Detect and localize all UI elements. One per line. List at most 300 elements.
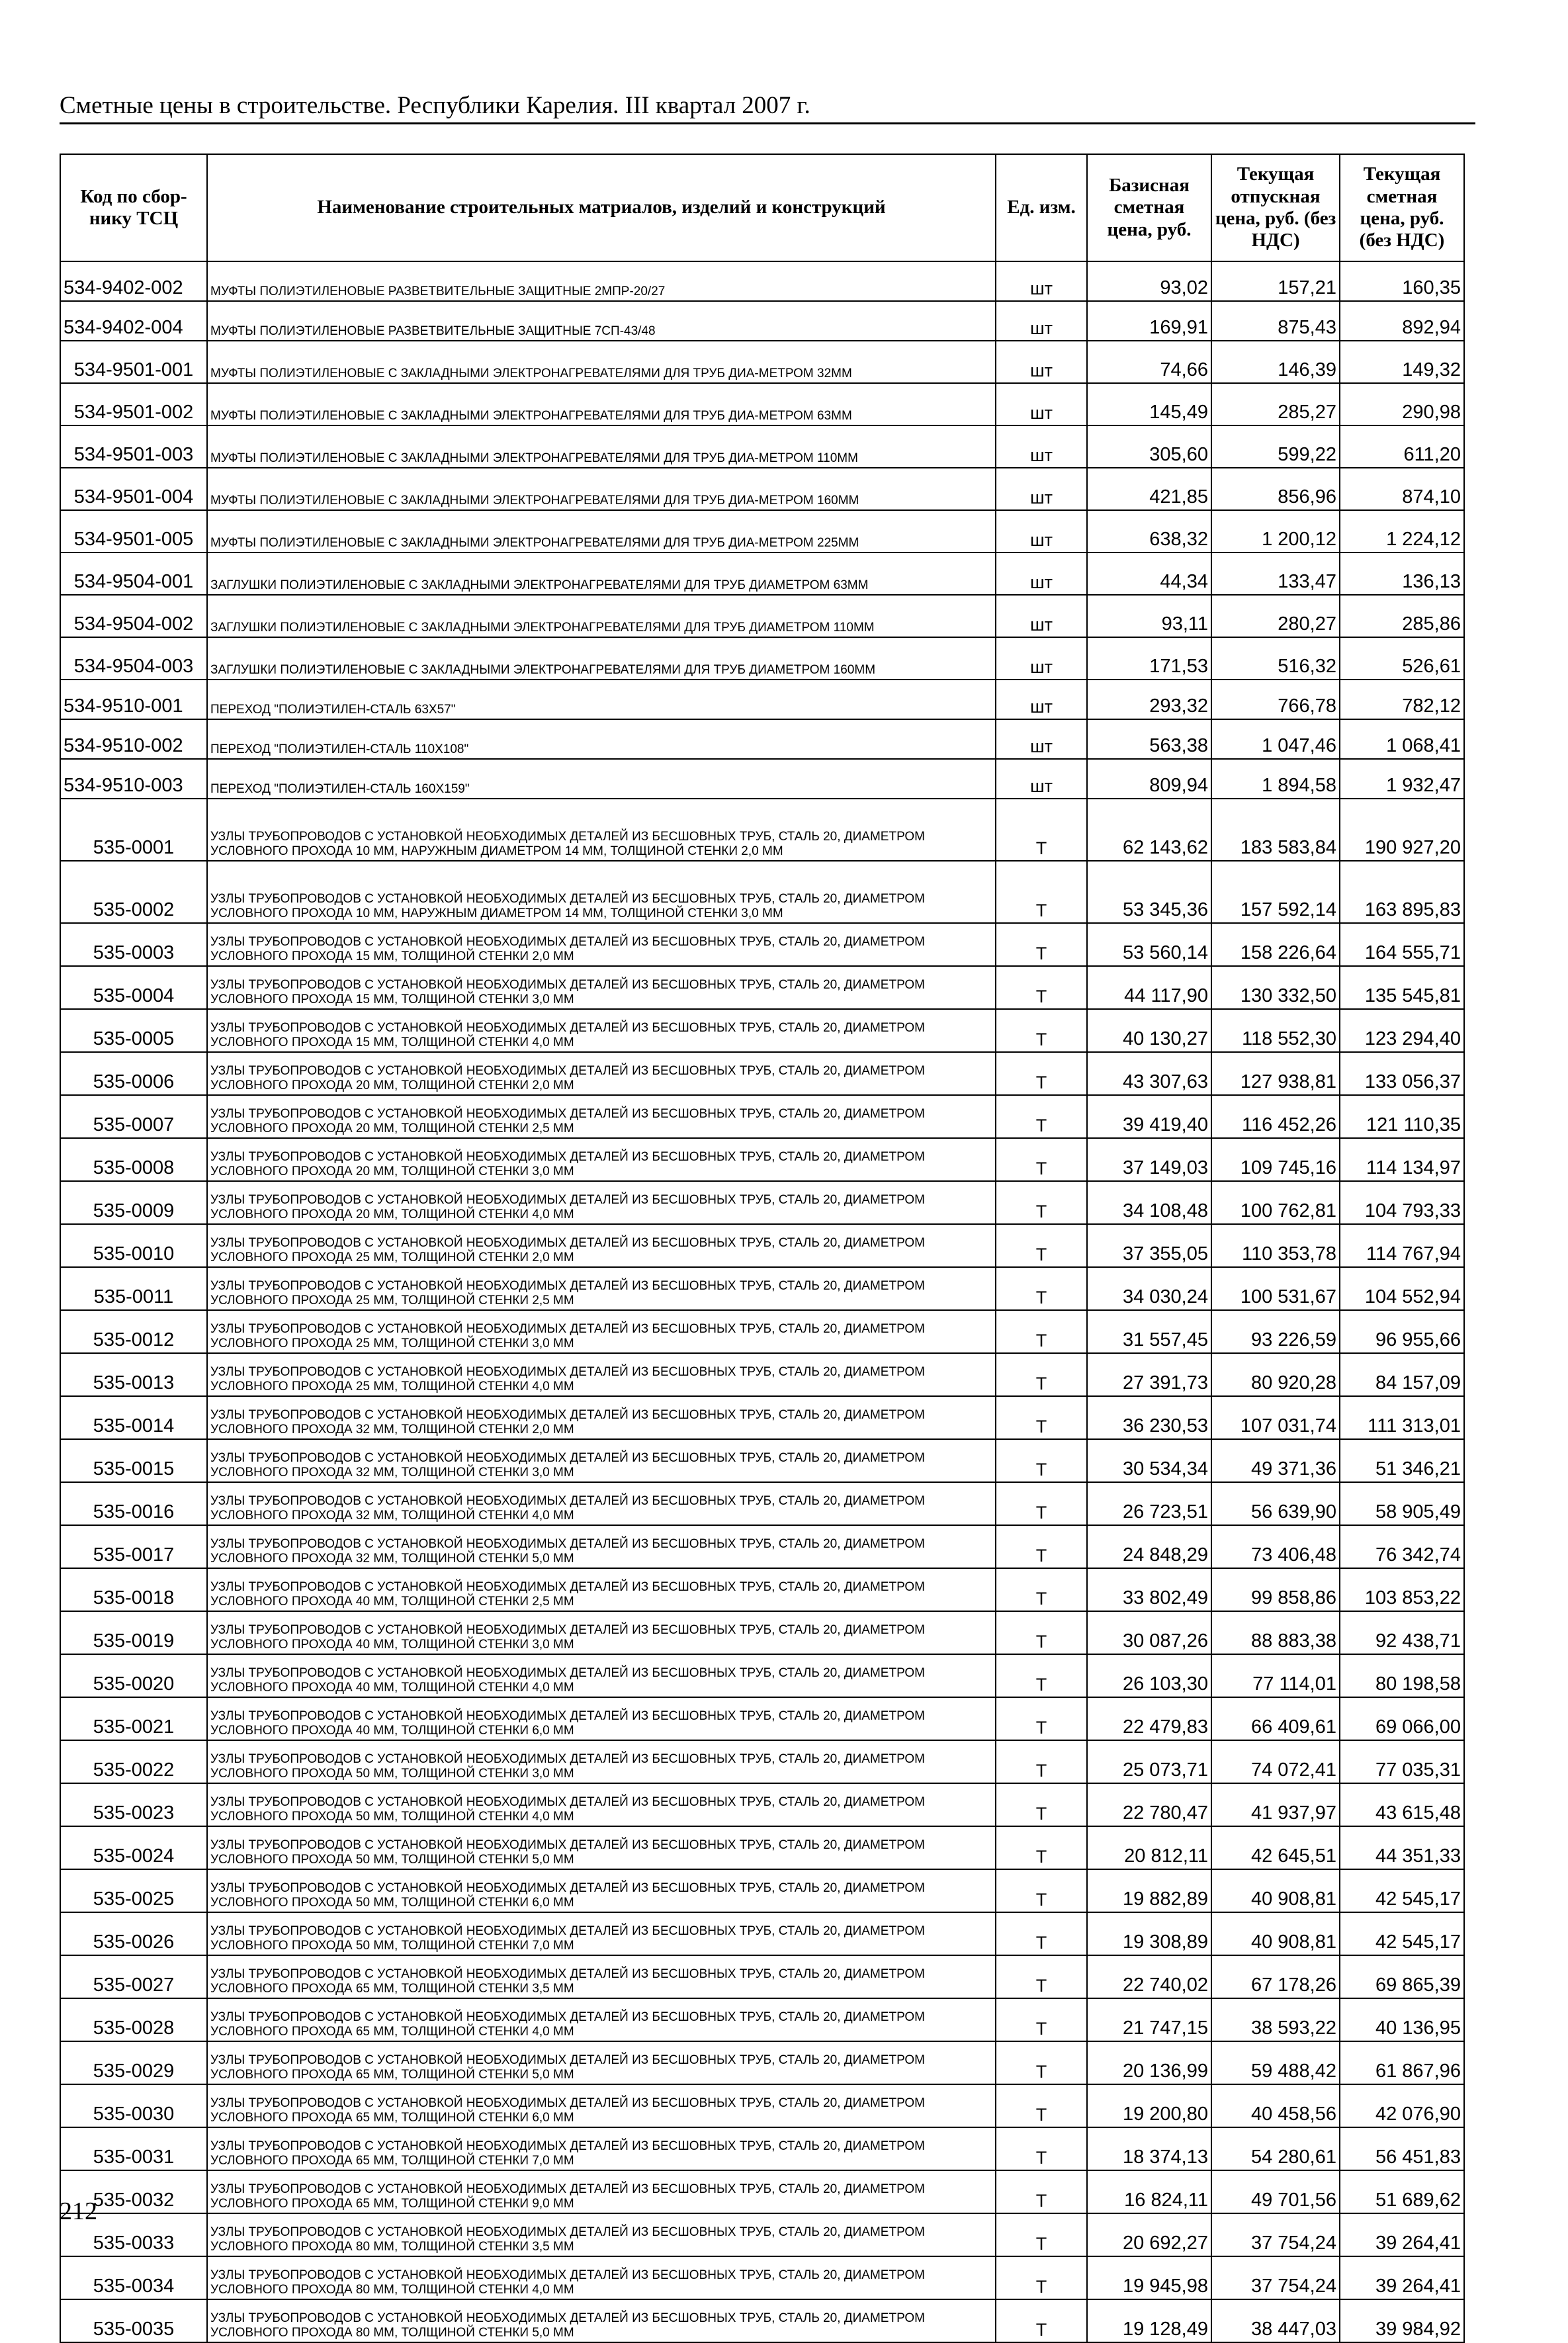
item-unit: Т [996,2041,1087,2084]
item-current-release-price: 80 920,28 [1211,1353,1340,1396]
item-current-estimate-price: 164 555,71 [1340,923,1464,966]
table-row [60,383,1464,425]
item-current-estimate-price: 123 294,40 [1340,1009,1464,1052]
table-row [60,1955,1464,1998]
item-unit: шт [996,301,1087,341]
item-name: МУФТЫ ПОЛИЭТИЛЕНОВЫЕ РАЗВЕТВИТЕЛЬНЫЕ ЗАЩИТНЫЕ 2МПР-20/27 [207,261,996,301]
item-unit: Т [996,1353,1087,1396]
item-current-estimate-price: 1 068,41 [1340,719,1464,759]
item-current-release-price: 109 745,16 [1211,1138,1340,1181]
item-name: МУФТЫ ПОЛИЭТИЛЕНОВЫЕ С ЗАКЛАДНЫМИ ЭЛЕКТРОНАГРЕВАТЕЛЯМИ ДЛЯ ТРУБ ДИА-МЕТРОМ 63ММ [207,383,996,425]
item-base-price: 44,34 [1087,553,1211,595]
item-current-release-price: 100 531,67 [1211,1267,1340,1310]
item-name: УЗЛЫ ТРУБОПРОВОДОВ С УСТАНОВКОЙ НЕОБХОДИМЫХ ДЕТАЛЕЙ ИЗ БЕСШОВНЫХ ТРУБ, СТАЛЬ 20, ДИАМЕТРОМ УСЛОВНОГО ПРОХОДА 65 ММ, ТОЛЩИНОЙ СТЕНКИ 9,0 ММ [207,2170,996,2213]
item-current-release-price: 49 371,36 [1211,1439,1340,1482]
table-row [60,1783,1464,1826]
item-code: 534-9501-002 [60,383,207,425]
running-header: Сметные цены в строительстве. Республики Карелия. III квартал 2007 г. [60,91,1475,124]
item-unit: Т [996,1783,1087,1826]
item-name: УЗЛЫ ТРУБОПРОВОДОВ С УСТАНОВКОЙ НЕОБХОДИМЫХ ДЕТАЛЕЙ ИЗ БЕСШОВНЫХ ТРУБ, СТАЛЬ 20, ДИАМЕТРОМ УСЛОВНОГО ПРОХОДА 65 ММ, ТОЛЩИНОЙ СТЕНКИ 4,0 ММ [207,1998,996,2041]
item-current-release-price: 73 406,48 [1211,1525,1340,1568]
item-current-release-price: 130 332,50 [1211,966,1340,1009]
item-base-price: 19 945,98 [1087,2256,1211,2299]
item-unit: шт [996,553,1087,595]
item-name: УЗЛЫ ТРУБОПРОВОДОВ С УСТАНОВКОЙ НЕОБХОДИМЫХ ДЕТАЛЕЙ ИЗ БЕСШОВНЫХ ТРУБ, СТАЛЬ 20, ДИАМЕТРОМ УСЛОВНОГО ПРОХОДА 40 ММ, ТОЛЩИНОЙ СТЕНКИ 2,5 ММ [207,1568,996,1611]
item-code: 534-9504-002 [60,595,207,637]
item-unit: шт [996,510,1087,553]
item-name: ПЕРЕХОД "ПОЛИЭТИЛЕН-СТАЛЬ 110Х108" [207,719,996,759]
item-current-estimate-price: 526,61 [1340,637,1464,680]
item-current-estimate-price: 84 157,09 [1340,1353,1464,1396]
table-row [60,1095,1464,1138]
item-current-estimate-price: 611,20 [1340,425,1464,468]
item-name: УЗЛЫ ТРУБОПРОВОДОВ С УСТАНОВКОЙ НЕОБХОДИМЫХ ДЕТАЛЕЙ ИЗ БЕСШОВНЫХ ТРУБ, СТАЛЬ 20, ДИАМЕТРОМ УСЛОВНОГО ПРОХОДА 25 ММ, ТОЛЩИНОЙ СТЕНКИ 3,0 ММ [207,1310,996,1353]
item-unit: Т [996,1740,1087,1783]
page-number: 212 [60,2197,97,2225]
item-current-release-price: 157,21 [1211,261,1340,301]
item-name: УЗЛЫ ТРУБОПРОВОДОВ С УСТАНОВКОЙ НЕОБХОДИМЫХ ДЕТАЛЕЙ ИЗ БЕСШОВНЫХ ТРУБ, СТАЛЬ 20, ДИАМЕТРОМ УСЛОВНОГО ПРОХОДА 25 ММ, ТОЛЩИНОЙ СТЕНКИ 4,0 ММ [207,1353,996,1396]
item-current-release-price: 54 280,61 [1211,2127,1340,2170]
item-current-release-price: 41 937,97 [1211,1783,1340,1826]
item-current-estimate-price: 56 451,83 [1340,2127,1464,2170]
item-unit: Т [996,923,1087,966]
table-header-row [60,154,1464,261]
item-current-estimate-price: 77 035,31 [1340,1740,1464,1783]
item-base-price: 171,53 [1087,637,1211,680]
item-unit: Т [996,1869,1087,1912]
item-unit: шт [996,637,1087,680]
item-unit: Т [996,2084,1087,2127]
item-name: УЗЛЫ ТРУБОПРОВОДОВ С УСТАНОВКОЙ НЕОБХОДИМЫХ ДЕТАЛЕЙ ИЗ БЕСШОВНЫХ ТРУБ, СТАЛЬ 20, ДИАМЕТРОМ УСЛОВНОГО ПРОХОДА 10 ММ, НАРУЖНЫМ ДИАМЕТРОМ 14 ММ, ТОЛЩИНОЙ СТЕНКИ 2,0 ММ [207,799,996,861]
item-code: 535-0008 [60,1138,207,1181]
item-code: 535-0035 [60,2299,207,2342]
item-name: УЗЛЫ ТРУБОПРОВОДОВ С УСТАНОВКОЙ НЕОБХОДИМЫХ ДЕТАЛЕЙ ИЗ БЕСШОВНЫХ ТРУБ, СТАЛЬ 20, ДИАМЕТРОМ УСЛОВНОГО ПРОХОДА 20 ММ, ТОЛЩИНОЙ СТЕНКИ 2,0 ММ [207,1052,996,1095]
item-current-release-price: 516,32 [1211,637,1340,680]
item-current-estimate-price: 160,35 [1340,261,1464,301]
item-code: 535-0028 [60,1998,207,2041]
item-code: 535-0006 [60,1052,207,1095]
item-code: 535-0009 [60,1181,207,1224]
item-unit: Т [996,1267,1087,1310]
item-unit: Т [996,1525,1087,1568]
item-unit: Т [996,861,1087,923]
table-row [60,1052,1464,1095]
item-code: 534-9402-002 [60,261,207,301]
table-row [60,1697,1464,1740]
item-name: УЗЛЫ ТРУБОПРОВОДОВ С УСТАНОВКОЙ НЕОБХОДИМЫХ ДЕТАЛЕЙ ИЗ БЕСШОВНЫХ ТРУБ, СТАЛЬ 20, ДИАМЕТРОМ УСЛОВНОГО ПРОХОДА 65 ММ, ТОЛЩИНОЙ СТЕНКИ 3,5 ММ [207,1955,996,1998]
item-code: 535-0024 [60,1826,207,1869]
table-row [60,680,1464,719]
table-row [60,2127,1464,2170]
table-row [60,301,1464,341]
item-name: ПЕРЕХОД "ПОЛИЭТИЛЕН-СТАЛЬ 63Х57" [207,680,996,719]
table-row [60,2041,1464,2084]
item-name: УЗЛЫ ТРУБОПРОВОДОВ С УСТАНОВКОЙ НЕОБХОДИМЫХ ДЕТАЛЕЙ ИЗ БЕСШОВНЫХ ТРУБ, СТАЛЬ 20, ДИАМЕТРОМ УСЛОВНОГО ПРОХОДА 20 ММ, ТОЛЩИНОЙ СТЕНКИ 2,5 ММ [207,1095,996,1138]
item-current-estimate-price: 69 865,39 [1340,1955,1464,1998]
table-row [60,2213,1464,2256]
table-body-transitions [60,680,1464,799]
item-current-release-price: 118 552,30 [1211,1009,1340,1052]
item-name: УЗЛЫ ТРУБОПРОВОДОВ С УСТАНОВКОЙ НЕОБХОДИМЫХ ДЕТАЛЕЙ ИЗ БЕСШОВНЫХ ТРУБ, СТАЛЬ 20, ДИАМЕТРОМ УСЛОВНОГО ПРОХОДА 40 ММ, ТОЛЩИНОЙ СТЕНКИ 6,0 ММ [207,1697,996,1740]
item-unit: Т [996,1052,1087,1095]
item-code: 534-9501-005 [60,510,207,553]
table-row [60,1267,1464,1310]
item-base-price: 145,49 [1087,383,1211,425]
item-current-release-price: 49 701,56 [1211,2170,1340,2213]
table-row [60,1826,1464,1869]
item-current-release-price: 127 938,81 [1211,1052,1340,1095]
item-current-estimate-price: 51 346,21 [1340,1439,1464,1482]
item-base-price: 93,02 [1087,261,1211,301]
item-current-release-price: 74 072,41 [1211,1740,1340,1783]
item-name: МУФТЫ ПОЛИЭТИЛЕНОВЫЕ С ЗАКЛАДНЫМИ ЭЛЕКТРОНАГРЕВАТЕЛЯМИ ДЛЯ ТРУБ ДИА-МЕТРОМ 110ММ [207,425,996,468]
item-unit: шт [996,680,1087,719]
item-current-estimate-price: 44 351,33 [1340,1826,1464,1869]
item-current-estimate-price: 43 615,48 [1340,1783,1464,1826]
item-current-release-price: 40 908,81 [1211,1869,1340,1912]
item-unit: Т [996,1439,1087,1482]
item-name: УЗЛЫ ТРУБОПРОВОДОВ С УСТАНОВКОЙ НЕОБХОДИМЫХ ДЕТАЛЕЙ ИЗ БЕСШОВНЫХ ТРУБ, СТАЛЬ 20, ДИАМЕТРОМ УСЛОВНОГО ПРОХОДА 65 ММ, ТОЛЩИНОЙ СТЕНКИ 5,0 ММ [207,2041,996,2084]
item-base-price: 34 108,48 [1087,1181,1211,1224]
table-row [60,2299,1464,2342]
item-unit: Т [996,1138,1087,1181]
item-unit: Т [996,1611,1087,1654]
item-base-price: 24 848,29 [1087,1525,1211,1568]
item-name: УЗЛЫ ТРУБОПРОВОДОВ С УСТАНОВКОЙ НЕОБХОДИМЫХ ДЕТАЛЕЙ ИЗ БЕСШОВНЫХ ТРУБ, СТАЛЬ 20, ДИАМЕТРОМ УСЛОВНОГО ПРОХОДА 20 ММ, ТОЛЩИНОЙ СТЕНКИ 3,0 ММ [207,1138,996,1181]
item-code: 535-0023 [60,1783,207,1826]
item-unit: Т [996,1181,1087,1224]
item-base-price: 20 136,99 [1087,2041,1211,2084]
item-unit: Т [996,2213,1087,2256]
item-current-release-price: 183 583,84 [1211,799,1340,861]
table-row [60,1611,1464,1654]
item-name: УЗЛЫ ТРУБОПРОВОДОВ С УСТАНОВКОЙ НЕОБХОДИМЫХ ДЕТАЛЕЙ ИЗ БЕСШОВНЫХ ТРУБ, СТАЛЬ 20, ДИАМЕТРОМ УСЛОВНОГО ПРОХОДА 65 ММ, ТОЛЩИНОЙ СТЕНКИ 6,0 ММ [207,2084,996,2127]
item-code: 535-0010 [60,1224,207,1267]
table-row [60,1310,1464,1353]
table-row [60,1998,1464,2041]
table-row [60,1009,1464,1052]
item-unit: Т [996,799,1087,861]
item-current-estimate-price: 104 793,33 [1340,1181,1464,1224]
item-current-release-price: 93 226,59 [1211,1310,1340,1353]
price-table [60,154,1465,2343]
item-unit: Т [996,1826,1087,1869]
item-current-release-price: 280,27 [1211,595,1340,637]
item-current-estimate-price: 136,13 [1340,553,1464,595]
item-current-release-price: 88 883,38 [1211,1611,1340,1654]
item-name: УЗЛЫ ТРУБОПРОВОДОВ С УСТАНОВКОЙ НЕОБХОДИМЫХ ДЕТАЛЕЙ ИЗ БЕСШОВНЫХ ТРУБ, СТАЛЬ 20, ДИАМЕТРОМ УСЛОВНОГО ПРОХОДА 10 ММ, НАРУЖНЫМ ДИАМЕТРОМ 14 ММ, ТОЛЩИНОЙ СТЕНКИ 3,0 ММ [207,861,996,923]
item-name: УЗЛЫ ТРУБОПРОВОДОВ С УСТАНОВКОЙ НЕОБХОДИМЫХ ДЕТАЛЕЙ ИЗ БЕСШОВНЫХ ТРУБ, СТАЛЬ 20, ДИАМЕТРОМ УСЛОВНОГО ПРОХОДА 15 ММ, ТОЛЩИНОЙ СТЕНКИ 3,0 ММ [207,966,996,1009]
item-code: 534-9501-001 [60,341,207,383]
item-current-release-price: 42 645,51 [1211,1826,1340,1869]
item-current-release-price: 110 353,78 [1211,1224,1340,1267]
item-base-price: 33 802,49 [1087,1568,1211,1611]
item-base-price: 62 143,62 [1087,799,1211,861]
item-unit: Т [996,1095,1087,1138]
item-current-estimate-price: 104 552,94 [1340,1267,1464,1310]
item-base-price: 93,11 [1087,595,1211,637]
item-current-estimate-price: 103 853,22 [1340,1568,1464,1611]
item-name: УЗЛЫ ТРУБОПРОВОДОВ С УСТАНОВКОЙ НЕОБХОДИМЫХ ДЕТАЛЕЙ ИЗ БЕСШОВНЫХ ТРУБ, СТАЛЬ 20, ДИАМЕТРОМ УСЛОВНОГО ПРОХОДА 50 ММ, ТОЛЩИНОЙ СТЕНКИ 3,0 ММ [207,1740,996,1783]
col-header-unit: Ед. изм. [996,154,1087,261]
item-name: МУФТЫ ПОЛИЭТИЛЕНОВЫЕ С ЗАКЛАДНЫМИ ЭЛЕКТРОНАГРЕВАТЕЛЯМИ ДЛЯ ТРУБ ДИА-МЕТРОМ 160ММ [207,468,996,510]
item-current-estimate-price: 92 438,71 [1340,1611,1464,1654]
item-current-release-price: 40 908,81 [1211,1912,1340,1955]
item-unit: Т [996,1697,1087,1740]
item-code: 535-0021 [60,1697,207,1740]
table-row [60,759,1464,799]
item-name: УЗЛЫ ТРУБОПРОВОДОВ С УСТАНОВКОЙ НЕОБХОДИМЫХ ДЕТАЛЕЙ ИЗ БЕСШОВНЫХ ТРУБ, СТАЛЬ 20, ДИАМЕТРОМ УСЛОВНОГО ПРОХОДА 65 ММ, ТОЛЩИНОЙ СТЕНКИ 7,0 ММ [207,2127,996,2170]
table-body-three-line [60,799,1464,923]
table-row [60,1912,1464,1955]
item-base-price: 20 812,11 [1087,1826,1211,1869]
item-current-estimate-price: 42 545,17 [1340,1912,1464,1955]
item-code: 534-9501-004 [60,468,207,510]
table-row [60,1439,1464,1482]
table-row [60,1138,1464,1181]
item-code: 535-0016 [60,1482,207,1525]
item-name: УЗЛЫ ТРУБОПРОВОДОВ С УСТАНОВКОЙ НЕОБХОДИМЫХ ДЕТАЛЕЙ ИЗ БЕСШОВНЫХ ТРУБ, СТАЛЬ 20, ДИАМЕТРОМ УСЛОВНОГО ПРОХОДА 20 ММ, ТОЛЩИНОЙ СТЕНКИ 4,0 ММ [207,1181,996,1224]
item-base-price: 44 117,90 [1087,966,1211,1009]
table-row [60,719,1464,759]
table-row [60,2084,1464,2127]
table-row [60,799,1464,861]
item-base-price: 34 030,24 [1087,1267,1211,1310]
item-code: 535-0019 [60,1611,207,1654]
item-base-price: 19 882,89 [1087,1869,1211,1912]
item-current-release-price: 66 409,61 [1211,1697,1340,1740]
item-code: 535-0022 [60,1740,207,1783]
item-name: УЗЛЫ ТРУБОПРОВОДОВ С УСТАНОВКОЙ НЕОБХОДИМЫХ ДЕТАЛЕЙ ИЗ БЕСШОВНЫХ ТРУБ, СТАЛЬ 20, ДИАМЕТРОМ УСЛОВНОГО ПРОХОДА 15 ММ, ТОЛЩИНОЙ СТЕНКИ 4,0 ММ [207,1009,996,1052]
item-name: МУФТЫ ПОЛИЭТИЛЕНОВЫЕ С ЗАКЛАДНЫМИ ЭЛЕКТРОНАГРЕВАТЕЛЯМИ ДЛЯ ТРУБ ДИА-МЕТРОМ 32ММ [207,341,996,383]
item-code: 535-0029 [60,2041,207,2084]
item-current-estimate-price: 114 767,94 [1340,1224,1464,1267]
col-header-code: Код по сбор-нику ТСЦ [60,154,207,261]
item-current-release-price: 59 488,42 [1211,2041,1340,2084]
item-current-estimate-price: 892,94 [1340,301,1464,341]
item-current-release-price: 856,96 [1211,468,1340,510]
item-base-price: 563,38 [1087,719,1211,759]
item-current-estimate-price: 69 066,00 [1340,1697,1464,1740]
item-current-estimate-price: 61 867,96 [1340,2041,1464,2084]
item-code: 535-0005 [60,1009,207,1052]
item-base-price: 30 534,34 [1087,1439,1211,1482]
item-name: УЗЛЫ ТРУБОПРОВОДОВ С УСТАНОВКОЙ НЕОБХОДИМЫХ ДЕТАЛЕЙ ИЗ БЕСШОВНЫХ ТРУБ, СТАЛЬ 20, ДИАМЕТРОМ УСЛОВНОГО ПРОХОДА 40 ММ, ТОЛЩИНОЙ СТЕНКИ 3,0 ММ [207,1611,996,1654]
item-unit: Т [996,1955,1087,1998]
item-base-price: 305,60 [1087,425,1211,468]
item-current-release-price: 38 593,22 [1211,1998,1340,2041]
item-code: 535-0007 [60,1095,207,1138]
item-current-release-price: 1 200,12 [1211,510,1340,553]
item-base-price: 25 073,71 [1087,1740,1211,1783]
item-unit: Т [996,1482,1087,1525]
item-current-estimate-price: 121 110,35 [1340,1095,1464,1138]
item-name: ПЕРЕХОД "ПОЛИЭТИЛЕН-СТАЛЬ 160Х159" [207,759,996,799]
table-row [60,1181,1464,1224]
item-name: УЗЛЫ ТРУБОПРОВОДОВ С УСТАНОВКОЙ НЕОБХОДИМЫХ ДЕТАЛЕЙ ИЗ БЕСШОВНЫХ ТРУБ, СТАЛЬ 20, ДИАМЕТРОМ УСЛОВНОГО ПРОХОДА 40 ММ, ТОЛЩИНОЙ СТЕНКИ 4,0 ММ [207,1654,996,1697]
item-base-price: 293,32 [1087,680,1211,719]
item-base-price: 37 355,05 [1087,1224,1211,1267]
item-current-release-price: 875,43 [1211,301,1340,341]
item-code: 535-0004 [60,966,207,1009]
item-current-estimate-price: 190 927,20 [1340,799,1464,861]
item-unit: шт [996,341,1087,383]
item-code: 535-0032 [60,2170,207,2213]
item-code: 535-0020 [60,1654,207,1697]
table-body-two-line [60,341,1464,680]
table-row [60,1482,1464,1525]
item-current-release-price: 67 178,26 [1211,1955,1340,1998]
item-code: 534-9510-001 [60,680,207,719]
item-current-estimate-price: 149,32 [1340,341,1464,383]
item-name: УЗЛЫ ТРУБОПРОВОДОВ С УСТАНОВКОЙ НЕОБХОДИМЫХ ДЕТАЛЕЙ ИЗ БЕСШОВНЫХ ТРУБ, СТАЛЬ 20, ДИАМЕТРОМ УСЛОВНОГО ПРОХОДА 25 ММ, ТОЛЩИНОЙ СТЕНКИ 2,0 ММ [207,1224,996,1267]
col-header-current-release-price: Текущая отпускная цена, руб. (без НДС) [1211,154,1340,261]
item-code: 535-0014 [60,1396,207,1439]
item-base-price: 19 200,80 [1087,2084,1211,2127]
table-row [60,1396,1464,1439]
item-unit: шт [996,425,1087,468]
item-base-price: 169,91 [1087,301,1211,341]
item-unit: Т [996,2170,1087,2213]
table-body-pipelines [60,923,1464,2342]
item-unit: шт [996,261,1087,301]
item-code: 535-0012 [60,1310,207,1353]
item-current-release-price: 77 114,01 [1211,1654,1340,1697]
item-name: УЗЛЫ ТРУБОПРОВОДОВ С УСТАНОВКОЙ НЕОБХОДИМЫХ ДЕТАЛЕЙ ИЗ БЕСШОВНЫХ ТРУБ, СТАЛЬ 20, ДИАМЕТРОМ УСЛОВНОГО ПРОХОДА 50 ММ, ТОЛЩИНОЙ СТЕНКИ 4,0 ММ [207,1783,996,1826]
item-name: УЗЛЫ ТРУБОПРОВОДОВ С УСТАНОВКОЙ НЕОБХОДИМЫХ ДЕТАЛЕЙ ИЗ БЕСШОВНЫХ ТРУБ, СТАЛЬ 20, ДИАМЕТРОМ УСЛОВНОГО ПРОХОДА 50 ММ, ТОЛЩИНОЙ СТЕНКИ 7,0 ММ [207,1912,996,1955]
table-row [60,637,1464,680]
item-current-release-price: 40 458,56 [1211,2084,1340,2127]
item-base-price: 21 747,15 [1087,1998,1211,2041]
item-current-estimate-price: 76 342,74 [1340,1525,1464,1568]
item-current-estimate-price: 42 545,17 [1340,1869,1464,1912]
item-name: УЗЛЫ ТРУБОПРОВОДОВ С УСТАНОВКОЙ НЕОБХОДИМЫХ ДЕТАЛЕЙ ИЗ БЕСШОВНЫХ ТРУБ, СТАЛЬ 20, ДИАМЕТРОМ УСЛОВНОГО ПРОХОДА 50 ММ, ТОЛЩИНОЙ СТЕНКИ 6,0 ММ [207,1869,996,1912]
item-current-estimate-price: 163 895,83 [1340,861,1464,923]
item-name: МУФТЫ ПОЛИЭТИЛЕНОВЫЕ С ЗАКЛАДНЫМИ ЭЛЕКТРОНАГРЕВАТЕЛЯМИ ДЛЯ ТРУБ ДИА-МЕТРОМ 225ММ [207,510,996,553]
item-current-estimate-price: 80 198,58 [1340,1654,1464,1697]
item-name: УЗЛЫ ТРУБОПРОВОДОВ С УСТАНОВКОЙ НЕОБХОДИМЫХ ДЕТАЛЕЙ ИЗ БЕСШОВНЫХ ТРУБ, СТАЛЬ 20, ДИАМЕТРОМ УСЛОВНОГО ПРОХОДА 80 ММ, ТОЛЩИНОЙ СТЕНКИ 4,0 ММ [207,2256,996,2299]
item-current-estimate-price: 133 056,37 [1340,1052,1464,1095]
item-unit: шт [996,759,1087,799]
item-current-release-price: 100 762,81 [1211,1181,1340,1224]
item-code: 535-0001 [60,799,207,861]
item-current-release-price: 1 047,46 [1211,719,1340,759]
item-base-price: 26 103,30 [1087,1654,1211,1697]
item-name: ЗАГЛУШКИ ПОЛИЭТИЛЕНОВЫЕ С ЗАКЛАДНЫМИ ЭЛЕКТРОНАГРЕВАТЕЛЯМИ ДЛЯ ТРУБ ДИАМЕТРОМ 160ММ [207,637,996,680]
item-unit: Т [996,966,1087,1009]
table-row [60,1224,1464,1267]
item-code: 534-9402-004 [60,301,207,341]
item-unit: шт [996,383,1087,425]
item-name: УЗЛЫ ТРУБОПРОВОДОВ С УСТАНОВКОЙ НЕОБХОДИМЫХ ДЕТАЛЕЙ ИЗ БЕСШОВНЫХ ТРУБ, СТАЛЬ 20, ДИАМЕТРОМ УСЛОВНОГО ПРОХОДА 15 ММ, ТОЛЩИНОЙ СТЕНКИ 2,0 ММ [207,923,996,966]
item-base-price: 809,94 [1087,759,1211,799]
item-unit: Т [996,1310,1087,1353]
item-base-price: 22 780,47 [1087,1783,1211,1826]
table-row [60,510,1464,553]
item-current-release-price: 766,78 [1211,680,1340,719]
item-code: 535-0031 [60,2127,207,2170]
item-base-price: 39 419,40 [1087,1095,1211,1138]
item-current-estimate-price: 40 136,95 [1340,1998,1464,2041]
table-row [60,1568,1464,1611]
item-base-price: 53 560,14 [1087,923,1211,966]
table-row [60,595,1464,637]
item-code: 534-9510-003 [60,759,207,799]
item-name: УЗЛЫ ТРУБОПРОВОДОВ С УСТАНОВКОЙ НЕОБХОДИМЫХ ДЕТАЛЕЙ ИЗ БЕСШОВНЫХ ТРУБ, СТАЛЬ 20, ДИАМЕТРОМ УСЛОВНОГО ПРОХОДА 80 ММ, ТОЛЩИНОЙ СТЕНКИ 5,0 ММ [207,2299,996,2342]
col-header-name: Наименование строительных матриалов, изделий и конструкций [207,154,996,261]
item-unit: Т [996,1998,1087,2041]
item-unit: шт [996,468,1087,510]
item-current-estimate-price: 39 264,41 [1340,2256,1464,2299]
item-base-price: 74,66 [1087,341,1211,383]
item-name: УЗЛЫ ТРУБОПРОВОДОВ С УСТАНОВКОЙ НЕОБХОДИМЫХ ДЕТАЛЕЙ ИЗ БЕСШОВНЫХ ТРУБ, СТАЛЬ 20, ДИАМЕТРОМ УСЛОВНОГО ПРОХОДА 32 ММ, ТОЛЩИНОЙ СТЕНКИ 4,0 ММ [207,1482,996,1525]
item-base-price: 421,85 [1087,468,1211,510]
item-base-price: 20 692,27 [1087,2213,1211,2256]
table-row [60,966,1464,1009]
item-current-release-price: 158 226,64 [1211,923,1340,966]
item-name: УЗЛЫ ТРУБОПРОВОДОВ С УСТАНОВКОЙ НЕОБХОДИМЫХ ДЕТАЛЕЙ ИЗ БЕСШОВНЫХ ТРУБ, СТАЛЬ 20, ДИАМЕТРОМ УСЛОВНОГО ПРОХОДА 80 ММ, ТОЛЩИНОЙ СТЕНКИ 3,5 ММ [207,2213,996,2256]
item-base-price: 26 723,51 [1087,1482,1211,1525]
item-code: 534-9501-003 [60,425,207,468]
item-code: 535-0018 [60,1568,207,1611]
item-current-release-price: 38 447,03 [1211,2299,1340,2342]
item-unit: шт [996,595,1087,637]
item-current-estimate-price: 290,98 [1340,383,1464,425]
item-unit: Т [996,1009,1087,1052]
item-code: 535-0002 [60,861,207,923]
table-row [60,2170,1464,2213]
item-name: УЗЛЫ ТРУБОПРОВОДОВ С УСТАНОВКОЙ НЕОБХОДИМЫХ ДЕТАЛЕЙ ИЗ БЕСШОВНЫХ ТРУБ, СТАЛЬ 20, ДИАМЕТРОМ УСЛОВНОГО ПРОХОДА 32 ММ, ТОЛЩИНОЙ СТЕНКИ 2,0 ММ [207,1396,996,1439]
table-row [60,1740,1464,1783]
table-row [60,553,1464,595]
item-name: ЗАГЛУШКИ ПОЛИЭТИЛЕНОВЫЕ С ЗАКЛАДНЫМИ ЭЛЕКТРОНАГРЕВАТЕЛЯМИ ДЛЯ ТРУБ ДИАМЕТРОМ 63ММ [207,553,996,595]
item-current-estimate-price: 39 264,41 [1340,2213,1464,2256]
table-row [60,468,1464,510]
item-unit: Т [996,1912,1087,1955]
item-code: 534-9504-001 [60,553,207,595]
table-row [60,923,1464,966]
item-name: УЗЛЫ ТРУБОПРОВОДОВ С УСТАНОВКОЙ НЕОБХОДИМЫХ ДЕТАЛЕЙ ИЗ БЕСШОВНЫХ ТРУБ, СТАЛЬ 20, ДИАМЕТРОМ УСЛОВНОГО ПРОХОДА 32 ММ, ТОЛЩИНОЙ СТЕНКИ 3,0 ММ [207,1439,996,1482]
item-current-estimate-price: 114 134,97 [1340,1138,1464,1181]
table-row [60,261,1464,301]
item-current-estimate-price: 42 076,90 [1340,2084,1464,2127]
item-current-release-price: 1 894,58 [1211,759,1340,799]
item-current-estimate-price: 782,12 [1340,680,1464,719]
item-code: 535-0025 [60,1869,207,1912]
item-code: 534-9510-002 [60,719,207,759]
item-name: УЗЛЫ ТРУБОПРОВОДОВ С УСТАНОВКОЙ НЕОБХОДИМЫХ ДЕТАЛЕЙ ИЗ БЕСШОВНЫХ ТРУБ, СТАЛЬ 20, ДИАМЕТРОМ УСЛОВНОГО ПРОХОДА 32 ММ, ТОЛЩИНОЙ СТЕНКИ 5,0 ММ [207,1525,996,1568]
item-base-price: 22 740,02 [1087,1955,1211,1998]
item-code: 535-0017 [60,1525,207,1568]
item-current-estimate-price: 111 313,01 [1340,1396,1464,1439]
item-base-price: 40 130,27 [1087,1009,1211,1052]
item-current-release-price: 285,27 [1211,383,1340,425]
item-unit: Т [996,1396,1087,1439]
item-unit: шт [996,719,1087,759]
item-base-price: 19 128,49 [1087,2299,1211,2342]
item-base-price: 27 391,73 [1087,1353,1211,1396]
item-base-price: 19 308,89 [1087,1912,1211,1955]
item-code: 535-0030 [60,2084,207,2127]
item-code: 535-0026 [60,1912,207,1955]
table-row [60,861,1464,923]
item-unit: Т [996,2299,1087,2342]
item-base-price: 638,32 [1087,510,1211,553]
item-current-release-price: 157 592,14 [1211,861,1340,923]
item-unit: Т [996,1224,1087,1267]
item-base-price: 18 374,13 [1087,2127,1211,2170]
table-row [60,1353,1464,1396]
